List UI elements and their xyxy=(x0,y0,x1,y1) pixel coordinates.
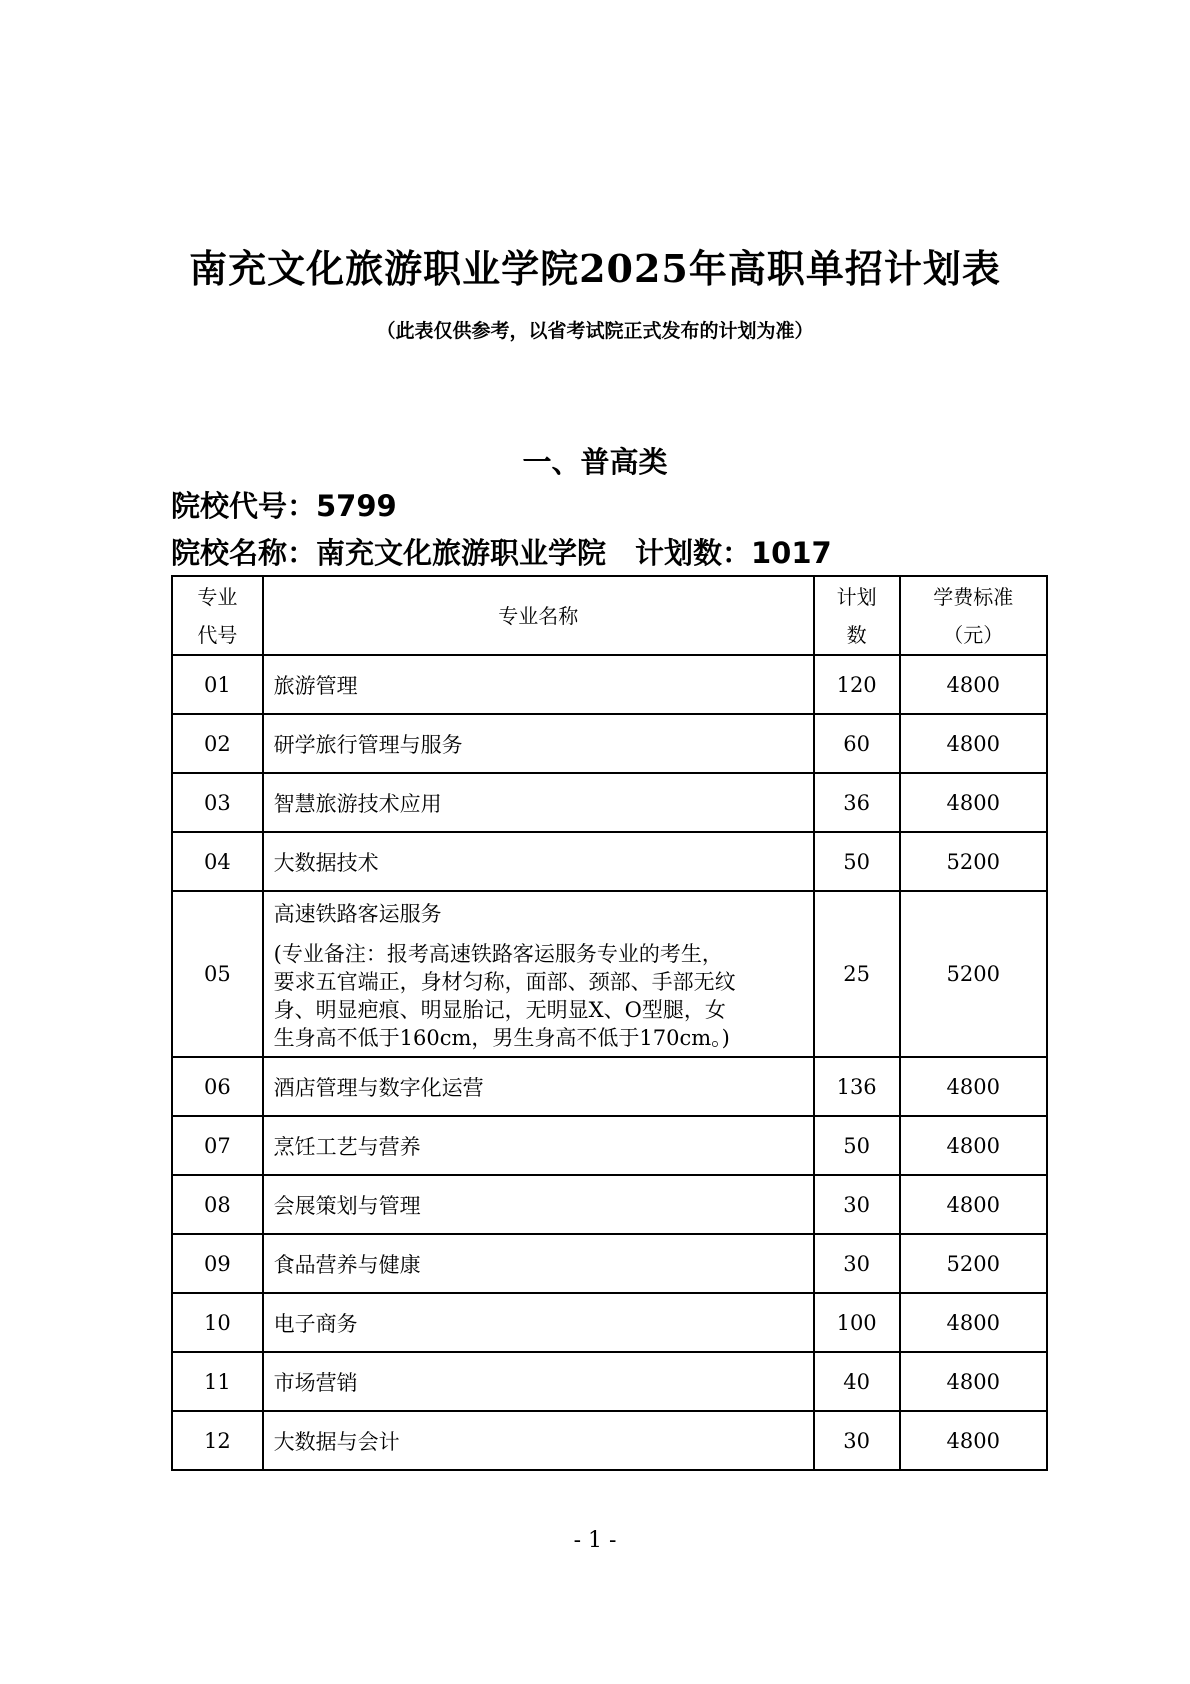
cell-plan: 36 xyxy=(814,773,900,832)
cell-fee: 4800 xyxy=(900,773,1048,832)
cell-plan: 25 xyxy=(814,891,900,1057)
cell-code: 01 xyxy=(172,655,263,714)
cell-name: 酒店管理与数字化运营 xyxy=(263,1057,814,1116)
table-row xyxy=(172,1057,1047,1116)
cell-plan: 60 xyxy=(814,714,900,773)
cell-fee: 5200 xyxy=(900,832,1048,891)
cell-fee: 4800 xyxy=(900,1352,1048,1411)
plan-table xyxy=(171,575,1048,1471)
cell-code: 06 xyxy=(172,1057,263,1116)
cell-plan: 30 xyxy=(814,1234,900,1293)
cell-fee: 4800 xyxy=(900,1293,1048,1352)
cell-fee: 5200 xyxy=(900,1234,1048,1293)
cell-plan: 30 xyxy=(814,1411,900,1470)
cell-plan: 50 xyxy=(814,832,900,891)
cell-fee: 4800 xyxy=(900,1057,1048,1116)
table-row xyxy=(172,773,1047,832)
header-code: 专业代号 xyxy=(172,576,263,655)
cell-plan: 136 xyxy=(814,1057,900,1116)
cell-name: 市场营销 xyxy=(263,1352,814,1411)
cell-name: 旅游管理 xyxy=(263,655,814,714)
table-row xyxy=(172,832,1047,891)
cell-name: 食品营养与健康 xyxy=(263,1234,814,1293)
cell-code: 02 xyxy=(172,714,263,773)
cell-plan: 40 xyxy=(814,1352,900,1411)
table-row xyxy=(172,1116,1047,1175)
table-row xyxy=(172,714,1047,773)
cell-code: 08 xyxy=(172,1175,263,1234)
cell-name: 会展策划与管理 xyxy=(263,1175,814,1234)
cell-code: 04 xyxy=(172,832,263,891)
table-row xyxy=(172,1411,1047,1470)
cell-name: 烹饪工艺与营养 xyxy=(263,1116,814,1175)
major-note: (专业备注：报考高速铁路客运服务专业的考生，要求五官端正，身材匀称，面部、颈部、手部无纹身、明显疤痕、明显胎记，无明显X、O型腿，女生身高不低于160cm，男生身高不低于170cm。) xyxy=(273,942,736,1050)
cell-name: 研学旅行管理与服务 xyxy=(263,714,814,773)
cell-code: 03 xyxy=(172,773,263,832)
cell-plan: 30 xyxy=(814,1175,900,1234)
header-name: 专业名称 xyxy=(263,576,814,655)
major-name: 高速铁路客运服务 xyxy=(273,902,442,926)
table-row xyxy=(172,1293,1047,1352)
header-fee: 学费标准（元） xyxy=(900,576,1048,655)
school-name-plan: 院校名称：南充文化旅游职业学院 计划数：1017 xyxy=(171,536,832,570)
table-row xyxy=(172,1234,1047,1293)
table-row xyxy=(172,891,1047,1057)
cell-code: 11 xyxy=(172,1352,263,1411)
cell-plan: 120 xyxy=(814,655,900,714)
cell-code: 07 xyxy=(172,1116,263,1175)
cell-code: 05 xyxy=(172,891,263,1057)
school-code: 院校代号：5799 xyxy=(171,489,397,523)
table-row xyxy=(172,1352,1047,1411)
cell-name: 大数据技术 xyxy=(263,832,814,891)
cell-name: 大数据与会计 xyxy=(263,1411,814,1470)
cell-fee: 5200 xyxy=(900,891,1048,1057)
table-row xyxy=(172,1175,1047,1234)
table-row xyxy=(172,655,1047,714)
cell-name: 电子商务 xyxy=(263,1293,814,1352)
cell-code: 09 xyxy=(172,1234,263,1293)
section-heading: 一、普高类 xyxy=(522,445,668,479)
cell-fee: 4800 xyxy=(900,1116,1048,1175)
cell-code: 12 xyxy=(172,1411,263,1470)
cell-code: 10 xyxy=(172,1293,263,1352)
cell-plan: 50 xyxy=(814,1116,900,1175)
table-header-row xyxy=(172,576,1047,655)
cell-fee: 4800 xyxy=(900,655,1048,714)
cell-fee: 4800 xyxy=(900,1411,1048,1470)
cell-fee: 4800 xyxy=(900,1175,1048,1234)
document-title: 南充文化旅游职业学院2025年高职单招计划表 xyxy=(189,246,1001,291)
document-subtitle: （此表仅供参考，以省考试院正式发布的计划为准） xyxy=(376,320,814,342)
cell-fee: 4800 xyxy=(900,714,1048,773)
cell-name xyxy=(263,891,814,1057)
page-number: - 1 - xyxy=(573,1528,617,1553)
header-plan: 计划数 xyxy=(814,576,900,655)
cell-name: 智慧旅游技术应用 xyxy=(263,773,814,832)
cell-plan: 100 xyxy=(814,1293,900,1352)
